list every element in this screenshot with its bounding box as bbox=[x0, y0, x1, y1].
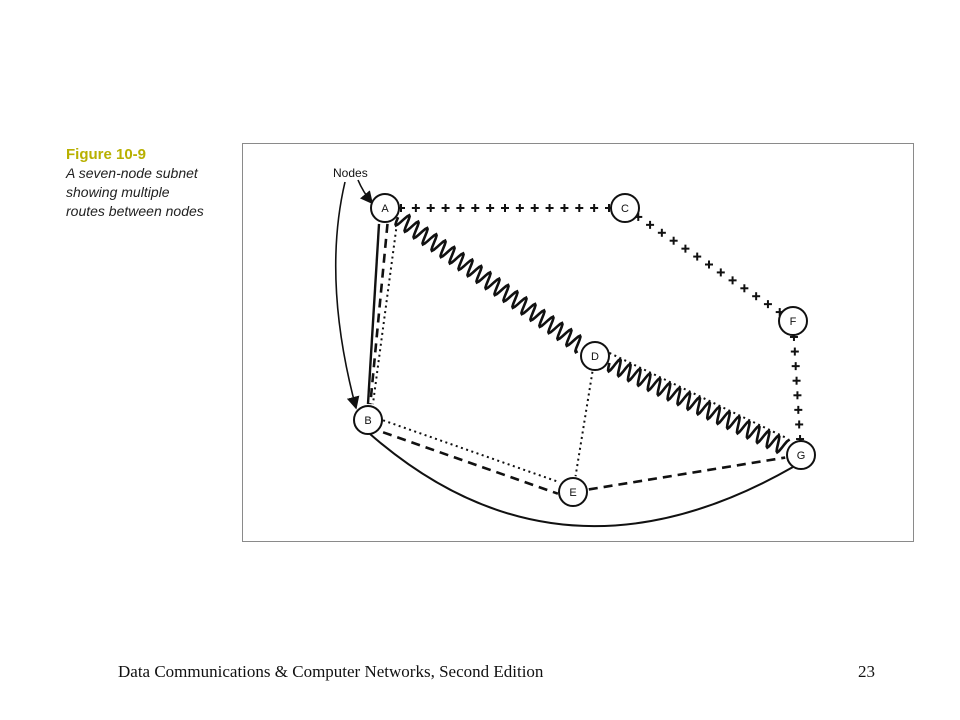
route-e-g-dashed bbox=[589, 458, 785, 490]
caption-line-1: A seven-node subnet bbox=[66, 165, 198, 181]
node-c bbox=[611, 194, 639, 222]
caption-line-2: showing multiple bbox=[66, 184, 170, 200]
node-e-label: E bbox=[569, 487, 577, 499]
node-d-label: D bbox=[591, 351, 599, 363]
page-number: 23 bbox=[858, 662, 875, 681]
node-g bbox=[787, 441, 815, 469]
nodes-callout-arrow-a bbox=[358, 180, 372, 203]
route-c-f-plus bbox=[634, 213, 783, 316]
route-a-d-wavy bbox=[396, 215, 581, 352]
node-c-label: C bbox=[621, 203, 629, 215]
nodes-callout-label: Nodes bbox=[333, 166, 368, 180]
figure-number: Figure 10-9 bbox=[66, 146, 147, 163]
route-d-e-dotted bbox=[576, 372, 593, 476]
nodes-callout-arrow-b bbox=[336, 182, 356, 408]
node-f-label: F bbox=[789, 316, 797, 328]
footer-book-title: Data Communications & Computer Networks, Second Edition bbox=[118, 662, 544, 681]
node-g-label: G bbox=[796, 450, 806, 462]
node-b bbox=[354, 406, 382, 434]
route-a-c-plus bbox=[397, 204, 613, 212]
node-f bbox=[779, 307, 807, 335]
node-a bbox=[371, 194, 399, 222]
node-e bbox=[559, 478, 587, 506]
route-b-e-dashed bbox=[383, 432, 558, 493]
node-a-label: A bbox=[381, 203, 389, 215]
route-d-g-wavy bbox=[608, 359, 789, 452]
route-f-g-plus bbox=[790, 333, 804, 443]
node-d bbox=[581, 342, 609, 370]
caption-line-3: routes between nodes bbox=[66, 203, 204, 219]
route-d-g-dotted bbox=[609, 353, 786, 438]
node-b-label: B bbox=[364, 415, 372, 427]
route-b-e-dotted bbox=[383, 420, 558, 481]
